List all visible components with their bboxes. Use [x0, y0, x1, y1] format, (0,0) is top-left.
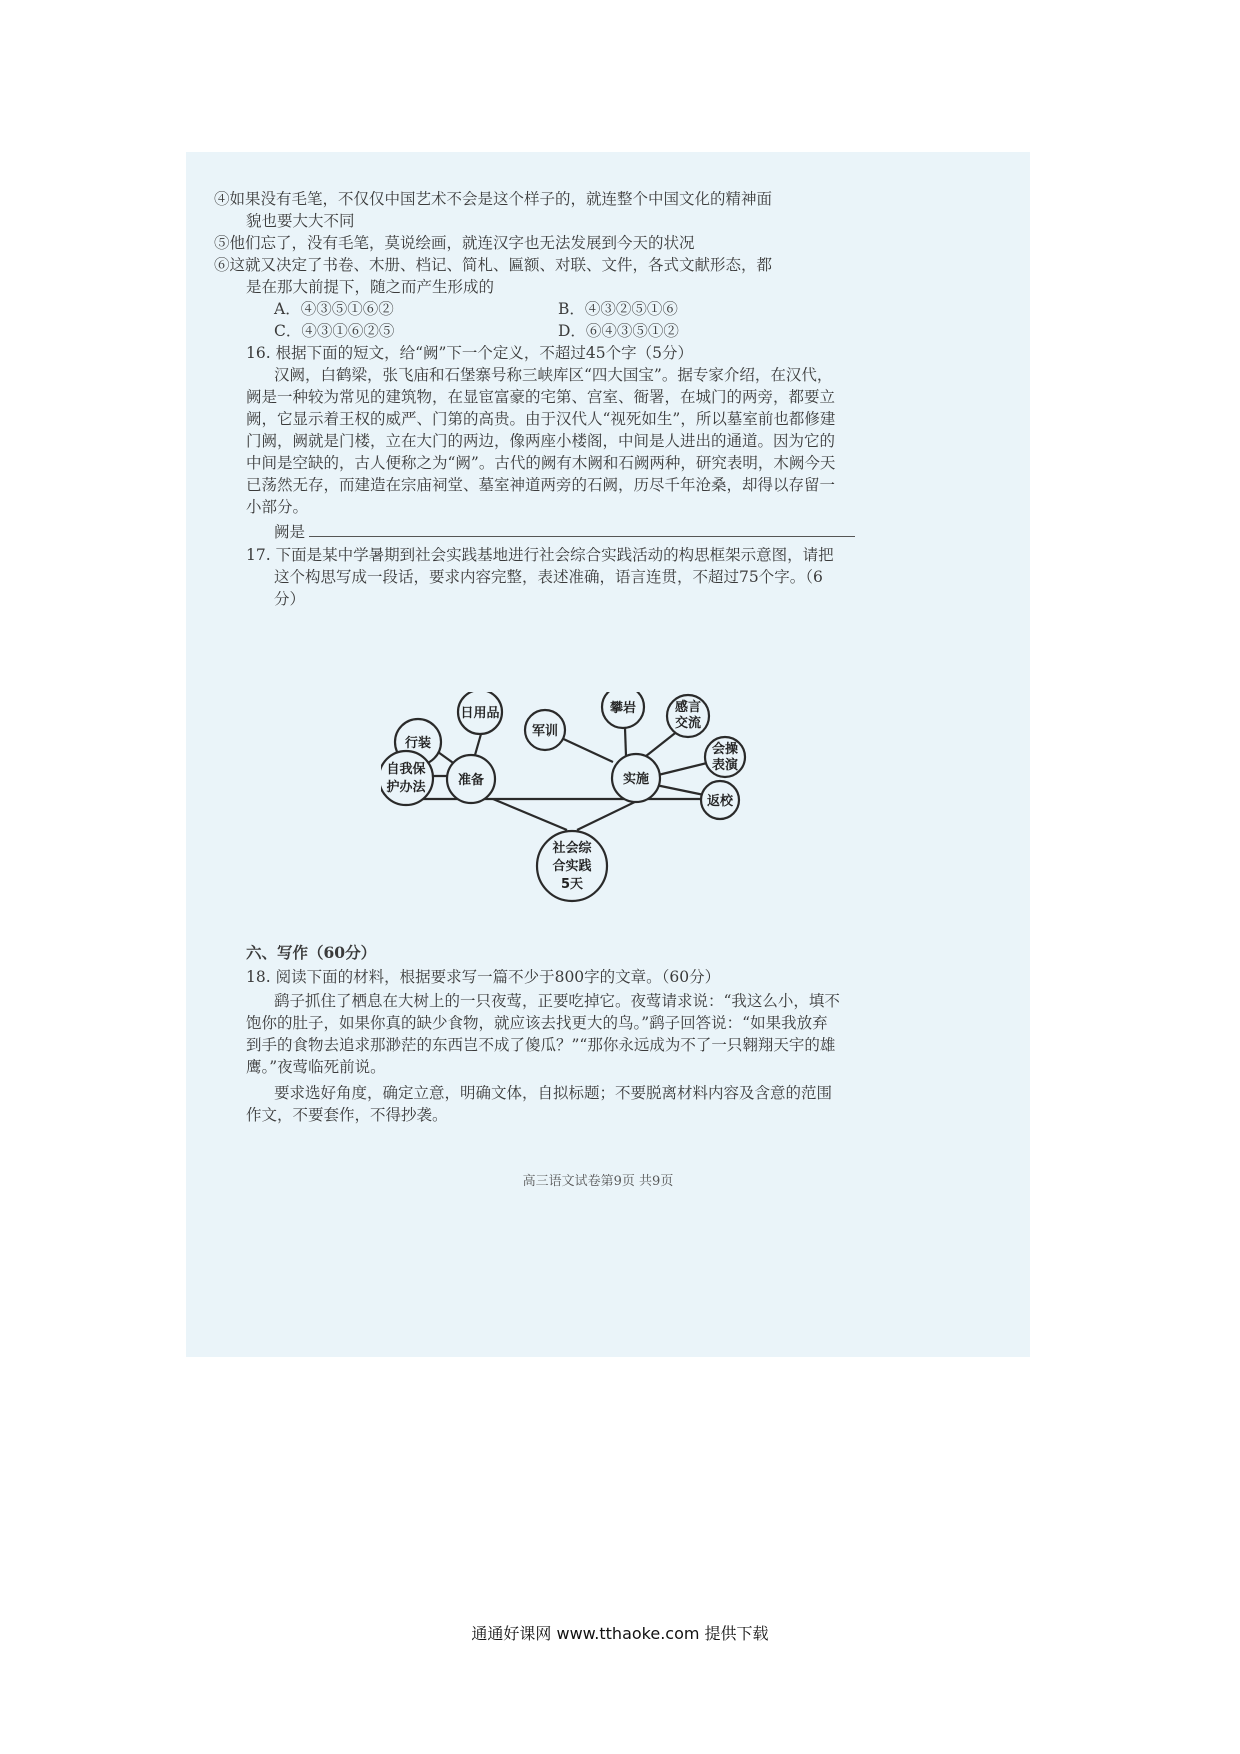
q18-material-line: 饱你的肚子，如果你真的缺少食物，就应该去找更大的鸟。”鹞子回答说：“如果我放弃	[246, 1014, 828, 1032]
training-label: 军训	[531, 724, 559, 739]
q16-passage-line: 中间是空缺的，古人便称之为“阙”。古代的阙有木阙和石阙两种，研究表明，木阙今天	[246, 454, 836, 472]
prep-label: 准备	[457, 773, 485, 788]
connector-impl-climbing	[625, 728, 626, 756]
talk-label-line1: 感言	[674, 700, 702, 715]
connector-impl-show	[654, 762, 711, 776]
show-label-line2: 表演	[711, 758, 739, 773]
root-label-line3: 5天	[560, 877, 584, 892]
option-item-5: ⑤他们忘了，没有毛笔，莫说绘画，就连汉字也无法发展到今天的状况	[214, 234, 695, 252]
question-16-stem: 16. 根据下面的短文，给“阙”下一个定义，不超过45个字（5分）	[246, 344, 694, 362]
q16-passage-line: 小部分。	[246, 498, 309, 516]
option-item-4-line1: ④如果没有毛笔，不仅仅中国艺术不会是这个样子的，就连整个中国文化的精神面	[214, 190, 773, 208]
climbing-label: 攀岩	[609, 701, 637, 716]
choice-c: C．④③①⑥②⑤	[274, 322, 395, 340]
self-protect-line1: 自我保	[386, 762, 426, 777]
activity-framework-diagram	[381, 692, 831, 922]
connector-impl-training	[557, 736, 613, 762]
branch-right	[577, 799, 641, 830]
show-label-line1: 会操	[711, 742, 739, 757]
root-label-line2: 合实践	[552, 859, 592, 874]
q16-passage-line: 门阙，阙就是门楼，立在大门的两边，像两座小楼阁，中间是人进出的通道。因为它的	[246, 432, 836, 450]
impl-label: 实施	[622, 772, 650, 787]
daily-label: 日用品	[460, 706, 500, 721]
option-item-6-line2: 是在那大前提下，随之而产生形成的	[246, 278, 495, 296]
choice-a: A．④③⑤①⑥②	[274, 300, 394, 318]
question-17-stem-line: 这个构思写成一段话，要求内容完整，表述准确，语言连贯，不超过75个字。（6	[274, 568, 823, 586]
luggage-label: 行装	[404, 736, 432, 751]
root-label-line1: 社会综	[552, 841, 592, 856]
return-label: 返校	[706, 794, 734, 809]
section-6-heading: 六、写作（60分）	[246, 943, 377, 962]
q18-material-line: 鹞子抓住了栖息在大树上的一只夜莺，正要吃掉它。夜莺请求说：“我这么小，填不	[274, 992, 840, 1010]
self-protect-circle	[381, 751, 433, 805]
q16-answer-blank[interactable]	[309, 520, 855, 537]
talk-label-line2: 交流	[674, 716, 702, 731]
q16-passage-line: 已荡然无存，而建造在宗庙祠堂、墓室神道两旁的石阙，历尽千年沧桑，却得以存留一	[246, 476, 836, 494]
q16-passage-line: 阙是一种较为常见的建筑物，在显宦富豪的宅第、宫室、衙署，在城门的两旁，都要立	[246, 388, 836, 406]
choice-b: B．④③②⑤①⑥	[558, 300, 678, 318]
q18-material-line: 鹰。”夜莺临死前说。	[246, 1058, 386, 1076]
branch-left	[493, 799, 567, 830]
choice-d: D．⑥④③⑤①②	[558, 322, 679, 340]
exam-page-footer: 高三语文试卷第9页 共9页	[522, 1174, 674, 1189]
q18-requirement-line: 要求选好角度，确定立意，明确文体，自拟标题；不要脱离材料内容及含意的范围	[274, 1084, 833, 1102]
q16-answer-line	[274, 520, 855, 543]
q18-material-line: 到手的食物去追求那渺茫的东西岂不成了傻瓜？”“那你永远成为不了一只翱翔天宇的雄	[246, 1036, 836, 1054]
q16-passage-line: 阙，它显示着王权的威严、门第的高贵。由于汉代人“视死如生”，所以墓室前也都修建	[246, 410, 836, 428]
site-download-footer: 通通好课网 www.tthaoke.com 提供下载	[471, 1624, 769, 1643]
scanned-exam-page	[186, 152, 1030, 1357]
q16-passage-line: 汉阙，白鹤梁，张飞庙和石堡寨号称三峡库区“四大国宝”。据专家介绍，在汉代，	[274, 366, 833, 384]
framework-svg	[381, 692, 831, 922]
question-17-stem-line: 分）	[274, 590, 306, 608]
q18-requirement-line: 作文，不要套作，不得抄袭。	[246, 1106, 448, 1124]
option-item-4-line2: 貌也要大大不同	[246, 212, 355, 230]
question-17-stem-line: 17. 下面是某中学暑期到社会实践基地进行社会综合实践活动的构思框架示意图，请把	[246, 546, 834, 564]
question-18-stem: 18. 阅读下面的材料，根据要求写一篇不少于800字的文章。（60分）	[246, 968, 721, 986]
q16-answer-prefix: 阙是	[274, 523, 306, 541]
self-protect-line2: 护办法	[386, 780, 426, 795]
option-item-6-line1: ⑥这就又决定了书卷、木册、档记、简札、匾额、对联、文件，各式文献形态，都	[214, 256, 773, 274]
